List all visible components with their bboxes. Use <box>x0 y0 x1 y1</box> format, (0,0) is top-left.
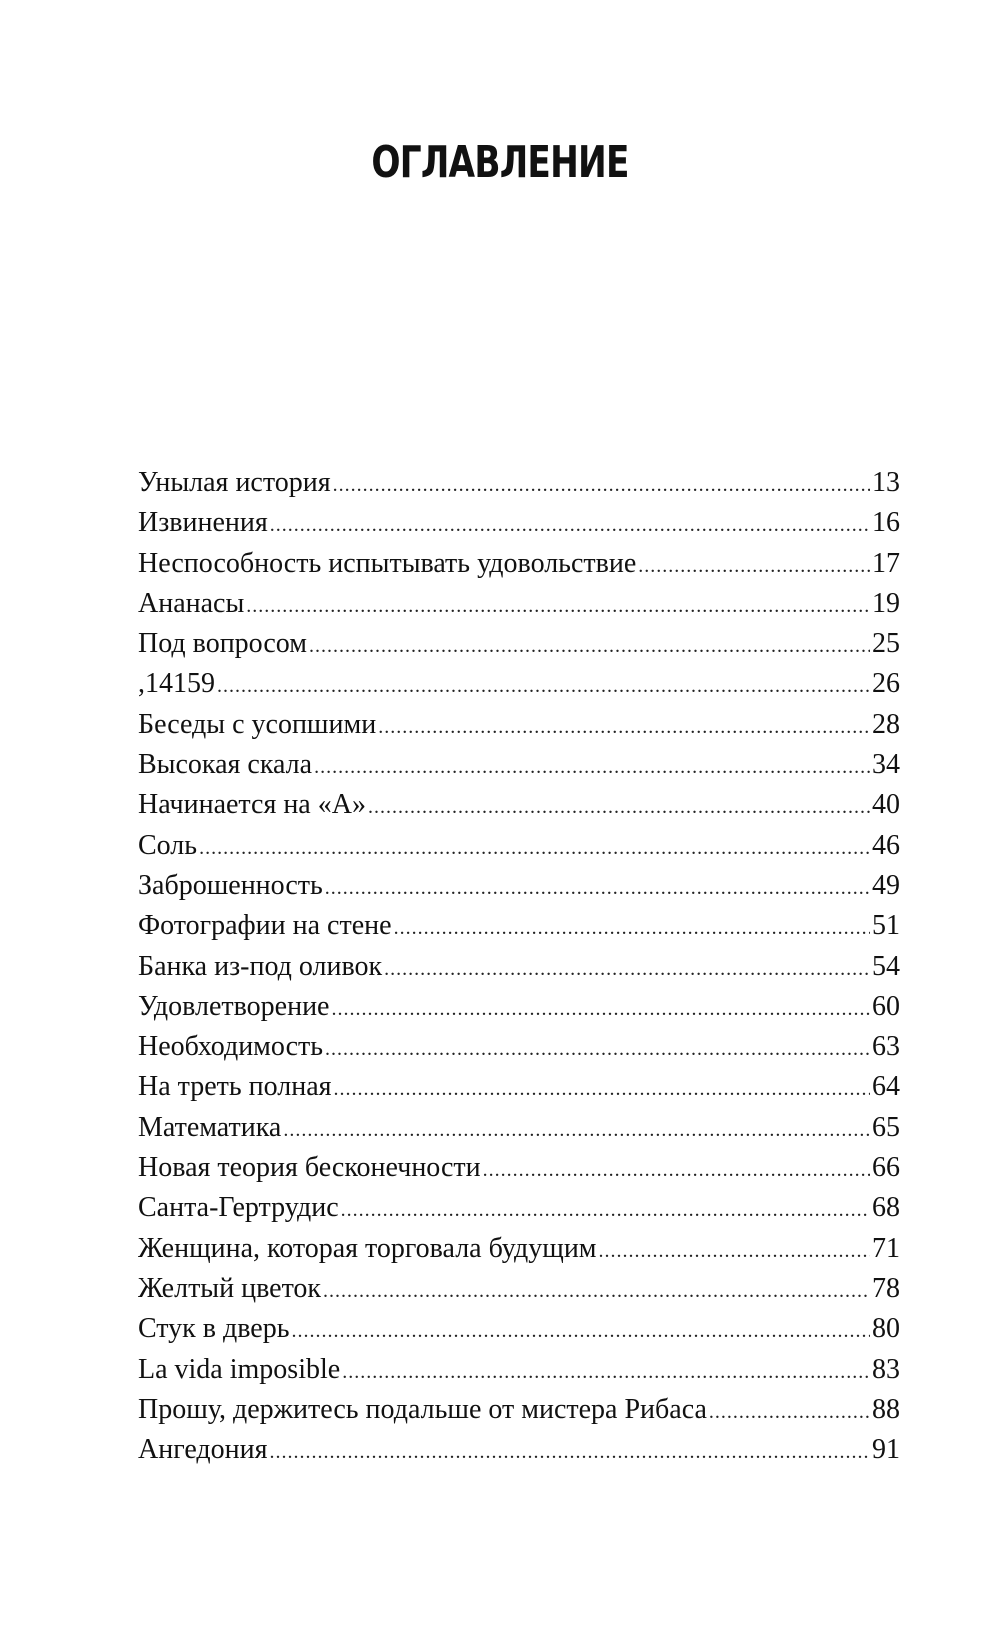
toc-entry[interactable] <box>138 544 900 584</box>
dot-leader <box>314 747 870 787</box>
toc-entry-title: Высокая скала <box>138 749 313 781</box>
dot-leader <box>323 1271 870 1311</box>
dot-leader <box>638 546 870 586</box>
toc-entry[interactable] <box>138 1067 900 1107</box>
dot-leader <box>394 908 870 948</box>
toc-entry[interactable] <box>138 826 900 866</box>
toc-entry-page: 80 <box>872 1313 900 1345</box>
toc-entry-title: Неспособность испытывать удовольствие <box>138 547 637 579</box>
dot-leader <box>292 1311 871 1351</box>
toc-entry-title: Фотографии на стене <box>138 910 392 942</box>
toc-entry-page: 68 <box>872 1192 900 1224</box>
toc-entry-title: Желтый цветок <box>138 1272 322 1304</box>
toc-entry-title: Банка из-под оливок <box>138 950 383 982</box>
toc-entry-page: 66 <box>872 1152 900 1184</box>
toc-entry-title: Необходимость <box>138 1031 324 1063</box>
toc-entry-title: Санта-Гертрудис <box>138 1192 339 1224</box>
toc-entry-title: Математика <box>138 1111 282 1143</box>
dot-leader <box>309 626 870 666</box>
toc-entry-page: 13 <box>872 467 900 498</box>
dot-leader <box>283 1110 870 1150</box>
dot-leader <box>325 868 870 908</box>
toc-entry-page: 60 <box>872 990 900 1022</box>
dot-leader <box>334 1069 870 1109</box>
toc-entry[interactable] <box>138 1430 900 1470</box>
toc-entry-page: 46 <box>872 829 900 861</box>
dot-leader <box>333 465 870 505</box>
toc-entry-title: Стук в дверь <box>138 1313 290 1345</box>
toc-entry-page: 17 <box>872 547 900 579</box>
toc-entry-page: 63 <box>872 1031 900 1063</box>
toc-entry-title: Беседы с усопшими <box>138 708 377 740</box>
toc-entry-page: 71 <box>872 1232 900 1264</box>
dot-leader <box>341 1190 870 1230</box>
dot-leader <box>599 1231 870 1271</box>
toc-entry[interactable] <box>138 1108 900 1148</box>
toc-entry[interactable] <box>138 584 900 624</box>
toc-entry-title: Женщина, которая торговала будущим <box>138 1232 597 1264</box>
toc-entry[interactable] <box>138 1390 900 1430</box>
toc-entry-title: Ананасы <box>138 587 245 619</box>
toc-entry-page: 64 <box>872 1071 900 1103</box>
toc-entry[interactable] <box>138 1269 900 1309</box>
toc-entry[interactable] <box>138 866 900 906</box>
toc-entry[interactable] <box>138 1350 900 1390</box>
toc-entry-page: 91 <box>872 1434 900 1466</box>
toc-entry-page: 65 <box>872 1111 900 1143</box>
toc-entry[interactable] <box>138 947 900 987</box>
dot-leader <box>483 1150 870 1190</box>
toc-entry-title: Новая теория бесконечности <box>138 1152 481 1184</box>
toc-entry[interactable] <box>138 1229 900 1269</box>
toc-entry[interactable] <box>138 1188 900 1228</box>
toc-entry-page: 34 <box>872 749 900 781</box>
dot-leader <box>325 1029 870 1069</box>
toc-entry-title: Заброшенность <box>138 869 323 901</box>
toc-entry-title: Удовлетворение <box>138 990 330 1022</box>
dot-leader <box>199 828 870 868</box>
dot-leader <box>270 505 870 545</box>
toc-entry[interactable] <box>138 1027 900 1067</box>
toc-entry-page: 51 <box>872 910 900 942</box>
toc-entry-title: Извинения <box>138 507 268 539</box>
toc-entry[interactable] <box>138 785 900 825</box>
toc-entry[interactable] <box>138 987 900 1027</box>
toc-entry-page: 26 <box>872 668 900 700</box>
dot-leader <box>217 666 870 706</box>
toc-entry-title: Ангедония <box>138 1434 268 1466</box>
dot-leader <box>378 707 870 747</box>
dot-leader <box>709 1392 870 1432</box>
dot-leader <box>332 989 871 1029</box>
toc-entry-title: Соль <box>138 829 198 861</box>
page-title: ОГЛАВЛЕНИЕ <box>371 137 629 189</box>
toc-entry-page: 49 <box>872 869 900 901</box>
toc-entry[interactable] <box>138 463 900 503</box>
toc-entry-page: 54 <box>872 950 900 982</box>
toc-entry-title: Прошу, держитесь подальше от мистера Рибаса <box>138 1393 707 1425</box>
toc-entry-page: 16 <box>872 507 900 539</box>
toc-entry[interactable] <box>138 664 900 704</box>
dot-leader <box>342 1352 870 1392</box>
toc-entry-title: La vida imposible <box>138 1353 341 1385</box>
toc-entry-title: На треть полная <box>138 1071 332 1103</box>
toc-entry-page: 78 <box>872 1272 900 1304</box>
toc-entry-title: Унылая история <box>138 467 331 498</box>
toc-entry-page: 40 <box>872 789 900 821</box>
toc-entry[interactable] <box>138 624 900 664</box>
dot-leader <box>384 949 870 989</box>
toc-entry[interactable] <box>138 1148 900 1188</box>
toc-entry-page: 28 <box>872 708 900 740</box>
toc-entry[interactable] <box>138 906 900 946</box>
toc-entry[interactable] <box>138 745 900 785</box>
toc-entry-title: Начинается на «А» <box>138 789 366 821</box>
toc-entry[interactable] <box>138 503 900 543</box>
toc-entry[interactable] <box>138 1309 900 1349</box>
toc-entry-page: 25 <box>872 628 900 660</box>
dot-leader <box>246 586 870 626</box>
toc-entry-title: ,14159 <box>138 668 215 700</box>
table-of-contents <box>138 463 900 1470</box>
toc-entry-page: 19 <box>872 587 900 619</box>
dot-leader <box>269 1432 870 1472</box>
dot-leader <box>368 787 870 827</box>
toc-entry[interactable] <box>138 705 900 745</box>
toc-entry-title: Под вопросом <box>138 628 307 660</box>
toc-entry-page: 83 <box>872 1353 900 1385</box>
toc-entry-page: 88 <box>872 1393 900 1425</box>
